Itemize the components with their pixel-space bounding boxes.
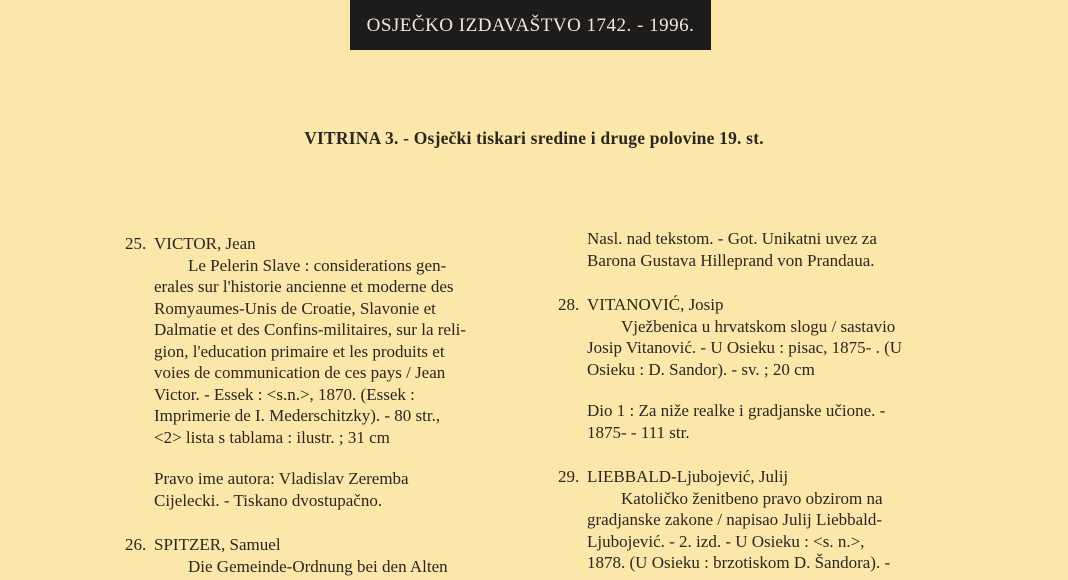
left-column: [125, 233, 507, 577]
entry-heading: [558, 294, 942, 316]
entry-line: voies de communication de ces pays / Jean: [154, 363, 446, 382]
entry-line: Osieku : D. Sandor). - sv. ; 20 cm: [587, 359, 815, 379]
entry-line: Die Gemeinde-Ordnung bei den Alten: [188, 556, 448, 576]
entry-note: [587, 400, 942, 443]
right-column: [558, 228, 942, 574]
entry-line: Romyaumes-Unis de Croatie, Slavonie et: [154, 298, 436, 318]
entry-27-continuation: [587, 228, 942, 271]
entry-heading: [125, 534, 507, 556]
page-heading: VITRINA 3. - Osječki tiskari sredine i druge polovine 19. st.: [304, 128, 764, 148]
entry-author: SPITZER, Samuel: [154, 535, 281, 554]
note-line: Dio 1 : Za niže realke i gradjanske učione. -: [587, 401, 886, 420]
entry-number: 25.: [125, 234, 147, 253]
catalog-entry-29: [558, 466, 942, 574]
entry-description: [154, 556, 507, 578]
continuation-line: Nasl. nad tekstom. - Got. Unikatni uvez za: [587, 229, 877, 248]
entry-line: gradjanske zakone / napisao Julij Liebbald-: [587, 510, 883, 529]
entry-number: 29.: [558, 467, 580, 486]
entry-line: <2> lista s tablama : ilustr. ; 31 cm: [154, 427, 390, 447]
note-line: 1875- - 111 str.: [587, 422, 690, 442]
book-title-banner: [350, 0, 711, 50]
entry-description: [154, 255, 507, 449]
entry-description: [587, 316, 942, 381]
entry-line: Dalmatie et des Confins-militaires, sur la reli-: [154, 320, 467, 339]
entry-number: 28.: [558, 295, 580, 314]
catalog-entry-25: [125, 233, 507, 511]
entry-line: Imprimerie de I. Mederschitzky). - 80 str.,: [154, 406, 441, 425]
entry-line: Katoličko ženitbeno pravo obzirom na: [621, 488, 883, 508]
catalog-entry-28: [558, 294, 942, 443]
entry-line: gion, l'education primaire et les produits et: [154, 341, 445, 361]
entry-note: [154, 468, 507, 511]
entry-description: [587, 488, 942, 574]
entry-heading: [125, 233, 507, 255]
entry-line: Victor. - Essek : <s.n.>, 1870. (Essek :: [154, 384, 415, 404]
entry-line: Vježbenica u hrvatskom slogu / sastavio: [621, 316, 896, 336]
entry-author: VICTOR, Jean: [154, 234, 256, 253]
entry-number: 26.: [125, 535, 147, 554]
catalog-entry-26: [125, 534, 507, 577]
note-line: Pravo ime autora: Vladislav Zeremba: [154, 469, 409, 488]
entry-author: LIEBBALD-Ljubojević, Julij: [587, 467, 789, 486]
note-line: Cijelecki. - Tiskano dvostupačno.: [154, 490, 383, 510]
entry-line: Ljubojević. - 2. izd. - U Osieku : <s. n.>,: [587, 531, 865, 551]
entry-author: VITANOVIĆ, Josip: [587, 295, 724, 314]
entry-line: Le Pelerin Slave : considerations gen-: [188, 255, 447, 275]
continuation-line: Barona Gustava Hilleprand von Prandaua.: [587, 250, 875, 270]
entry-line: erales sur l'historie ancienne et moderne des: [154, 277, 454, 296]
entry-line: 1878. (U Osieku : brzotiskom D. Šandora). -: [587, 553, 891, 572]
entry-heading: [558, 466, 942, 488]
entry-line: Josip Vitanović. - U Osieku : pisac, 1875- . (U: [587, 338, 903, 357]
banner-title: OSJEČKO IZDAVAŠTVO 1742. - 1996.: [366, 15, 695, 36]
